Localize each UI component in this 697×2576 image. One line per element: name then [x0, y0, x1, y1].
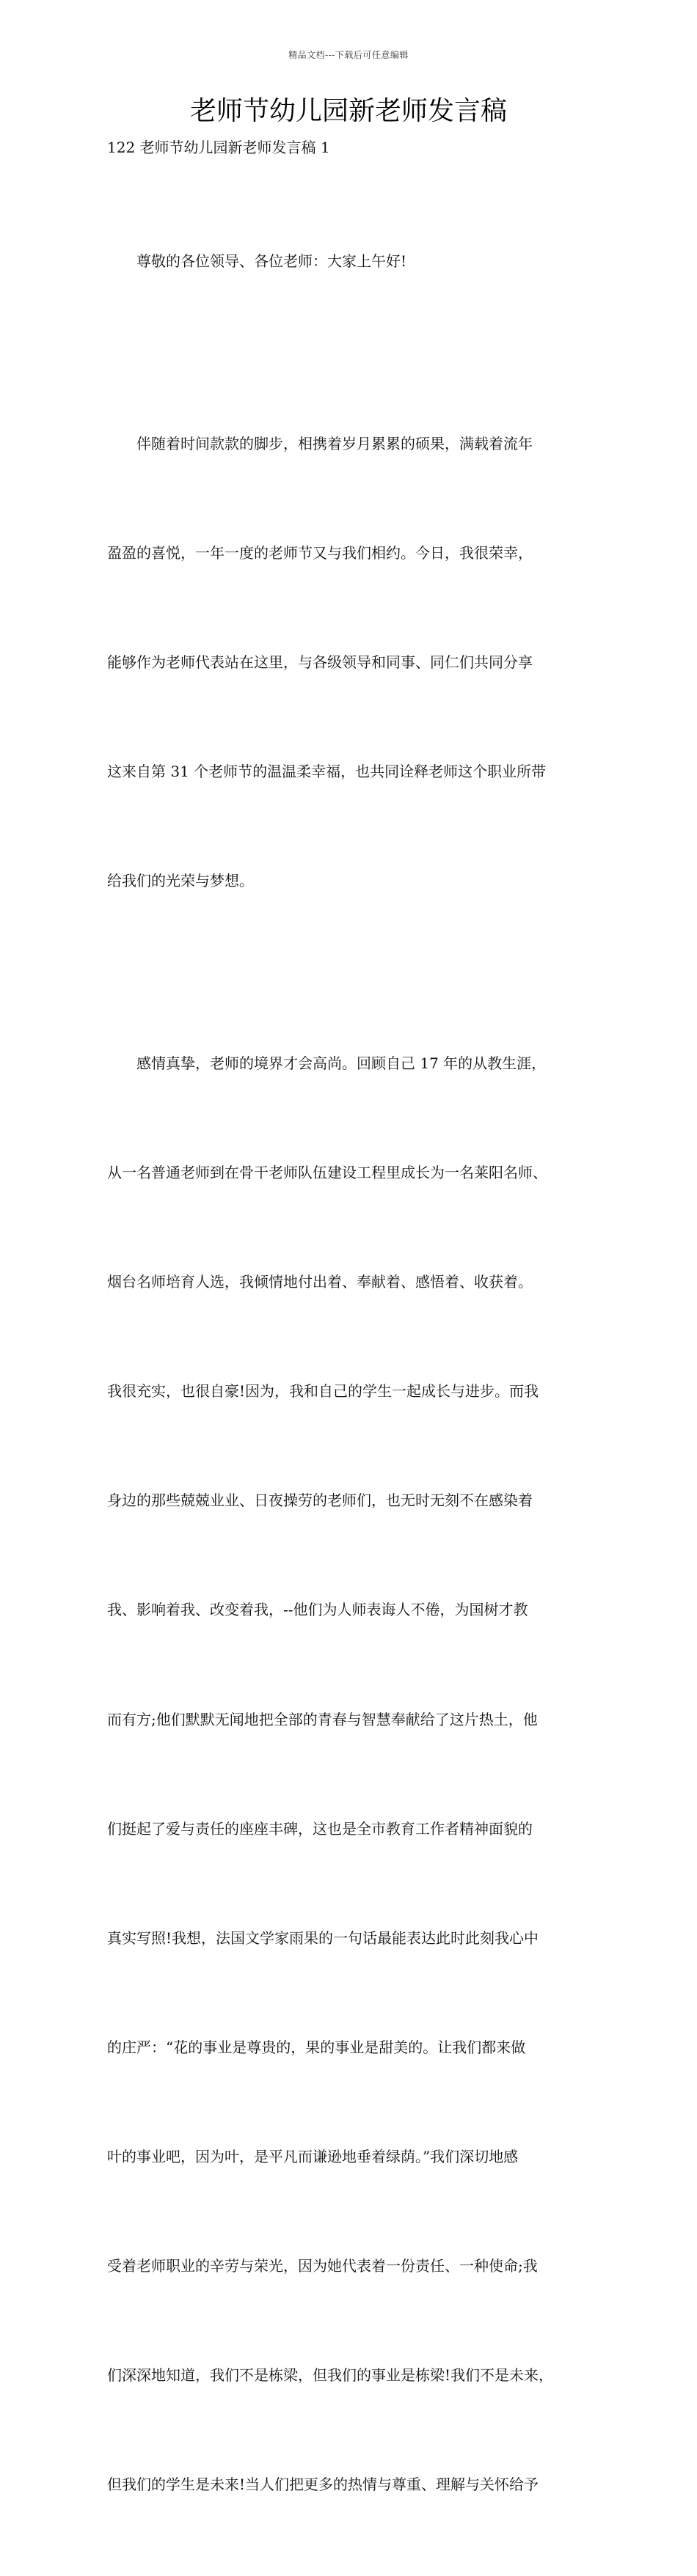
- text-line: 们深深地知道，我们不是栋梁，但我们的事业是栋梁!我们不是未来，: [107, 2366, 554, 2385]
- text-line: 但我们的学生是未来!当人们把更多的热情与尊重、理解与关怀给予: [107, 2476, 539, 2494]
- text-line: 真实写照!我想，法国文学家雨果的一句话最能表达此时此刻我心中: [107, 1929, 539, 1947]
- text-line: 叶的事业吧，因为叶，是平凡而谦逊地垂着绿荫。”我们深切地感: [107, 2147, 519, 2165]
- document-subtitle: 122 老师节幼儿园新老师发言稿 1: [107, 139, 330, 156]
- text-line: 烟台名师培育人选，我倾情地付出着、奉献着、感悟着、收获着。: [107, 1273, 533, 1291]
- header-note: 精品文档---下载后可任意编辑: [288, 50, 409, 60]
- text-line: 伴随着时间款款的脚步，相携着岁月累累的硕果，满载着流年: [136, 434, 533, 452]
- text-line: 盈盈的喜悦，一年一度的老师节又与我们相约。今日，我很荣幸，: [107, 544, 533, 562]
- text-line: 而有方;他们默默无闻地把全部的青春与智慧奉献给了这片热土，他: [107, 1710, 538, 1728]
- text-line: 感情真挚，老师的境界才会高尚。回顾自己 17 年的从教生涯，: [136, 1054, 547, 1072]
- paragraph-main: [107, 972, 606, 2576]
- text-line: 从一名普通老师到在骨干老师队伍建设工程里成长为一名莱阳名师、: [107, 1163, 547, 1181]
- text-line: 这来自第 31 个老师节的温温柔幸福，也共同诠释老师这个职业所带: [107, 763, 547, 781]
- text-line: 我、影响着我、改变着我，--他们为人师表诲人不倦，为国树才教: [107, 1601, 528, 1619]
- paragraph-opening: [107, 353, 606, 973]
- paragraph-greeting: [107, 171, 606, 353]
- document-body: [107, 171, 606, 2576]
- text-line: 们挺起了爱与责任的座座丰碑，这也是全市教育工作者精神面貌的: [107, 1819, 533, 1838]
- text-line: 给我们的光荣与梦想。: [107, 872, 254, 890]
- text-line: 身边的那些兢兢业业、日夜操劳的老师们，也无时无刻不在感染着: [107, 1491, 533, 1510]
- text-line: 尊敬的各位领导、各位老师：大家上午好!: [136, 252, 407, 271]
- text-line: 能够作为老师代表站在这里，与各级领导和同事、同仁们共同分享: [107, 653, 533, 672]
- text-line: 我很充实，也很自豪!因为，我和自己的学生一起成长与进步。而我: [107, 1382, 539, 1401]
- text-line: 的庄严：“花的事业是尊贵的，果的事业是甜美的。让我们都来做: [107, 2038, 526, 2056]
- page-title: 老师节幼儿园新老师发言稿: [189, 96, 507, 126]
- text-line: 受着老师职业的辛劳与荣光，因为她代表着一份责任、一种使命;我: [107, 2257, 538, 2275]
